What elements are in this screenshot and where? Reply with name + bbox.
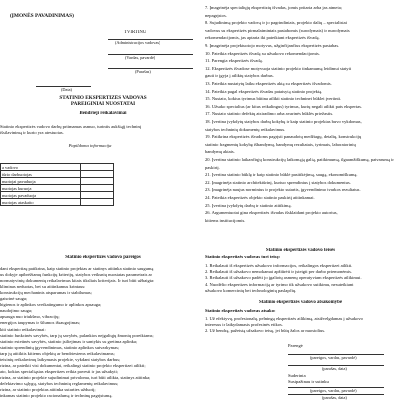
- duty-item: 8. Sujudinimą projekto vadovą ir jo pagrindiniais, projekto dalių – specialistai: [205, 20, 347, 26]
- duty-item: 20. Įvertina statinio laikančiųjų konstrukcijų laikomąją galią, patikimumą, ilgaamžiškumą, patvarumą ir: [205, 157, 394, 162]
- prepared-caption-2: (parašas, data): [322, 366, 347, 371]
- duty-line: ato, kokias specialiąsias ekspertizes reikia pavesti ir jas užsakyti;: [0, 368, 119, 374]
- responsibility-item: 2. Už bendrą, pažeistą užsakovo teisę, jei būtų žalos ar nuostolius.: [205, 328, 326, 334]
- familiar-label: Susipažinau ir sutinku: [288, 379, 329, 384]
- duty-line: energijos taupymas ir šilumos išsaugojimas;: [0, 320, 81, 326]
- duty-item: 12. Ekspertizės išvadose motyvuoja statinio projekto tinkamumą leidimui statyti: [205, 65, 352, 71]
- responsibility-subheading: Statinio ekspertizės vadovas atsako:: [205, 308, 276, 313]
- duty-line: statinio funkcinės savybės, tarp jų savybės, palankios neįgaliųjų žmonių poreikiams;: [0, 332, 154, 338]
- duty-line: rizina, ar statinio projektas atitinka sutarties užduotį;: [0, 387, 96, 392]
- duty-item: gauti ir įgyja į atliktų statybos darbus.: [205, 73, 274, 79]
- responsibility-heading: Statinio ekspertizės vadovo atsakomybė: [258, 300, 342, 305]
- duty-line: rizina, ar statinio projekte sujudinimai privaloma, turi būti atlikta, statinys atitinka;: [0, 374, 151, 380]
- company-name: (ĮMONĖS PAVADINIMAS): [10, 13, 74, 19]
- table-cell: nuotojas pavaduoja: [1, 192, 81, 199]
- rights-subheading: Statinio ekspertizės vadovas turi teisę:: [205, 254, 281, 259]
- duty-line: higienos ir aplinkos sveikatingumo ir aplinkos apsauga;: [0, 302, 102, 308]
- duty-line: konstrukcijų mechaninis atsparumas ir stabilumas;: [0, 290, 92, 296]
- duty-line: statinio sprendinių įgyvendinimas, statinio aplinkos sutvarkymas;: [0, 344, 120, 350]
- duty-item: 16. Užsako specialius (ar kitus reikalingus) tyrimus, kurių negali atlikti pats ekspertas.: [205, 103, 363, 109]
- duty-item: 19. Patikrina ekspertizės išvadoms pagrįsti panaudotų medžiagų, detalių, konstrukcijų: [205, 134, 362, 140]
- duty-line: rizina, ar pateikti visi dokumentai, reikalingi statinio projekto ekspertizei atlikti;: [0, 362, 146, 368]
- rights-item: 3. Reikalauti iš užsakovo padėti jo įgaliotų asmenų operatyviam ekspertizės atlikimui.: [205, 275, 362, 281]
- table-row: [1, 199, 114, 206]
- rights-item: užsakovo komercinių bei technologinių paslapčių.: [205, 287, 297, 293]
- duty-line: gaisrinė sauga;: [0, 296, 28, 302]
- duty-line: naudojimo sauga;: [0, 308, 33, 314]
- duty-item: 13. Pateikia nustatytų laiku ekspertizės aktą su ekspertizės išvadomis.: [205, 81, 332, 86]
- duty-line: dant ekspertizę patikrina, kaip statinio projektas ar statinys atitinka statinio saugumą: [0, 266, 154, 271]
- duty-item: kitiems institucijomis.: [205, 217, 246, 223]
- duty-line: statinio estetinės savybės, statinio įsiliejimas ir santykis su gretima aplinka;: [0, 338, 138, 344]
- duty-item: paskirtį.: [205, 164, 220, 170]
- familiar-caption-1: (pareigos, vardas, pavardė): [310, 388, 357, 393]
- doc-title-line1: STATINIO EKSPERTIZĖS VADOVAS: [59, 95, 147, 101]
- rights-item: 4. Nuodėlio ekspertizes informaciją ar tyrimo tik užsakovo sutikimu, nesuteikiant: [205, 281, 354, 287]
- table-cell: a vadovo: [1, 164, 81, 171]
- rights-heading: Statinio ekspertizės vadovo teisės: [265, 248, 336, 253]
- duty-item: 26. Argumentuotai gina ekspertizės išvadas išsklaidant projekto autorius,: [205, 210, 338, 216]
- doc-title-line2: PAREIGINIAI NUOSTATAI: [70, 101, 136, 107]
- duty-item: 17. Nustato statinio defektų atsiradimo arba avarinės būklės priežastis.: [205, 111, 334, 117]
- duty-item: 23. Įmagrinėja naujus norminius ir projekto sutartis, įgyvendinimo tvarkos rezultatus.: [205, 187, 361, 193]
- duty-line: inkamas statinio projekto racionalumą ir techninę pagrįstumą.: [0, 393, 113, 399]
- duty-line: normatyvinių dokumentų reikalavimus kitais tiksliais kriterijais. Ir turi būti užbaigta:: [0, 278, 155, 284]
- info-table: [0, 163, 114, 206]
- table-row: [1, 192, 114, 199]
- prepared-label: Parengė: [288, 343, 303, 348]
- table-row: [1, 178, 114, 185]
- duty-item: 11. Parengia ekspertizės išvadą.: [205, 58, 263, 64]
- section-general-heading: Bendrieji reikalavimai: [79, 111, 127, 116]
- duty-line: kiti statinio reikalavimai:: [0, 326, 46, 332]
- duty-line: tarp jų atitiktis kitiems objektų ar bendriesiems reikalavimams;: [0, 350, 115, 356]
- table-row: [1, 185, 114, 192]
- prepared-caption-1: (pareigos, vardas, pavardė): [310, 355, 357, 360]
- agreed-label: Suderinta: [288, 373, 306, 378]
- table-cell: nuotojas kuruoja: [1, 185, 81, 192]
- duty-item: nepagrįstos.: [205, 12, 227, 18]
- duty-line: defektavimo sąlygų, statybos techninių reglamentų reikalavimus;: [0, 380, 119, 386]
- duty-line: kliminas neduotas, bet su atitinkamus krintaus:: [0, 284, 86, 290]
- duties-heading: Statinio ekspertizės vadovo pareigos: [65, 255, 141, 260]
- duty-item: statinio fragmentų kokybę išbandymų, bandymų rezultatais, tyrimais, laboratorinių: [205, 141, 356, 147]
- duty-item: vadovus su ekspertizės pirmalaimintais pastabomis (surodymais) ir nurodymais: [205, 27, 350, 33]
- duty-item: 10. Pateikia ekspertizės išvadą su užsakovo rekomendacijomis.: [205, 50, 320, 56]
- table-cell: nuotojai pavaduoja: [1, 178, 81, 185]
- name-field-caption: (Vardas, pavardė): [125, 55, 156, 60]
- table-row: [1, 164, 114, 171]
- duty-item: rekomendacijomis, jas aptaria iki pateikiant ekspertizės išvadą.: [205, 35, 320, 41]
- duty-item: 18. Įvertina įvykdytų statybos darbų kokybę ir kaip statinio projektas buvo vykdomas,: [205, 119, 362, 124]
- duty-item: 7. Įmagrinėja specialiųjų ekspertizių išvadas, jomis pritaria arba jas atmeta;: [205, 5, 342, 10]
- duty-item: 22. Įmagrinėja statinio architektūrinį, kuriuo sprendinius į statybos dokumentus.: [205, 179, 351, 185]
- familiar-caption-2: (parašas, data): [322, 395, 347, 400]
- duty-item: 14. Pateikia pagal ekspertizės išvadas pataisytą statinio projektą.: [205, 88, 323, 94]
- table-cell: tūrio darbuotojas: [1, 171, 81, 178]
- duty-line: teisinių reikalavimų laikymasis projekte, vykdant statybos darbus;: [0, 356, 121, 362]
- duty-item: statybos techninių dokumentų reikalavimus.: [205, 126, 286, 132]
- responsibility-item: interesus ir laikydamasis profesinės etikos.: [205, 322, 283, 328]
- duty-line: us dokyje apibrėžiamų funkcijų kriterijų, statybos veiksnių nuostatas parametrais ar: [0, 272, 153, 278]
- duty-item: bandymų aktais.: [205, 149, 235, 155]
- info-heading: Papildoma informacija: [68, 143, 112, 148]
- duty-item: 21. Įvertina statinio būklę ir kaip statinio būklė pasitikėjimą, saugą, ekonomiškumą.: [205, 172, 358, 178]
- rights-item: 2. Reikalauti iš užsakovo nemokamai apžiūrėti ir įsteigti per darbo priemonėmis.: [205, 269, 352, 275]
- duty-item: 25. Įvertina įvykdytų darbų ir statinio atitikimą.: [205, 202, 292, 208]
- responsibility-item: 1. Už efektyvų, profesionalų, pelningą ekspertizės atlikimą, atsižvelgdamas į užsakovo: [205, 316, 363, 321]
- duty-item: 24. Pateikia ekspertizės objekto statinio paskirtį atitinkamai.: [205, 195, 315, 200]
- admin-field-caption: (Administracijos vadovas): [115, 40, 161, 45]
- duty-item: 9. Įmagrinėja projektuotojo motyvus, užginčijančius ekspertizės pastabas.: [205, 43, 340, 48]
- intro-line-2: išsilavinimą ir kurio yra atestuotas.: [0, 130, 64, 135]
- duty-line: apsauga nuo triukšmo, vibracijų;: [0, 314, 60, 320]
- intro-line-1: Statinio ekspertizės vadovo darbų priimamas asmuo, turintis aukštąjį techninį: [0, 124, 142, 129]
- rights-item: 1. Reikalauti iš ekspertizės užsakovo informacijos, reikalingos ekspertizei atlikti.: [205, 263, 353, 268]
- duty-item: 15. Nustato, kokius tyrimus būtina atlikti statinio techninei būklei įvertinti.: [205, 96, 342, 102]
- signature-field-caption: (Parašas): [135, 69, 151, 74]
- date-caption: (Data): [61, 87, 72, 92]
- table-cell: nuotojas ataskaito: [1, 199, 81, 206]
- table-row: [1, 171, 114, 178]
- approve-label: TVIRTINU: [124, 30, 147, 35]
